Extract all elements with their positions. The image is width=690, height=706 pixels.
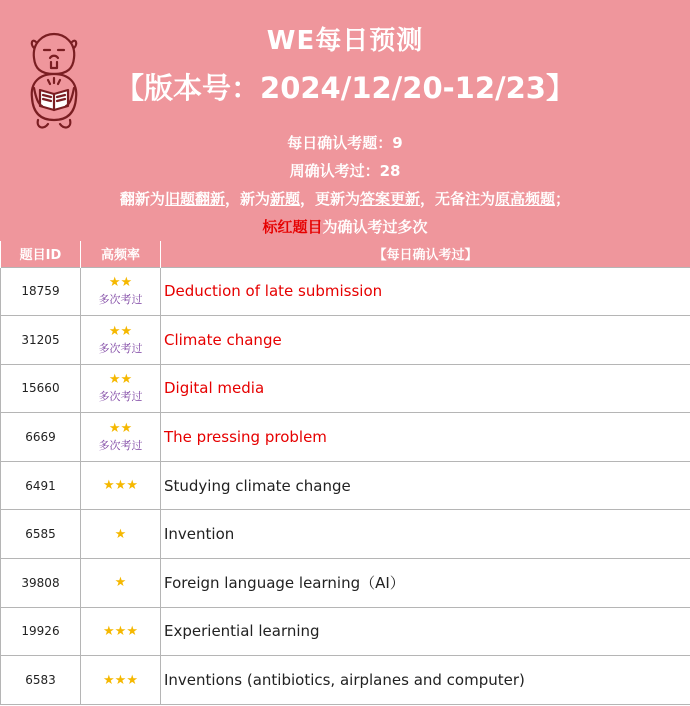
- legend-text: ，无备注为: [420, 190, 496, 208]
- question-id-cell: 19926: [1, 607, 81, 656]
- topic-cell: Foreign language learning（AI）: [161, 559, 690, 608]
- question-id-cell: 15660: [1, 364, 81, 413]
- star-rating-icon: ★: [114, 526, 127, 542]
- table-row: [1, 364, 690, 413]
- header-banner: [0, 0, 690, 241]
- table-row: [1, 607, 690, 656]
- question-id-cell: 39808: [1, 559, 81, 608]
- question-id-cell: 18759: [1, 267, 81, 316]
- star-rating-icon: ★: [114, 575, 127, 591]
- table-row: [1, 559, 690, 608]
- frequency-cell: [81, 510, 161, 559]
- frequency-cell: [81, 656, 161, 705]
- star-rating-icon: ★★: [108, 372, 133, 388]
- topic-cell: Digital media: [161, 364, 690, 413]
- prediction-table: [0, 241, 690, 705]
- column-header-frequency: 高频率: [81, 241, 161, 267]
- version-label: 【版本号：2024/12/20-12/23】: [115, 71, 575, 105]
- question-id-cell: 6585: [1, 510, 81, 559]
- topic-cell: Experiential learning: [161, 607, 690, 656]
- multiple-times-note: 多次考过: [98, 439, 143, 453]
- frequency-cell: [81, 461, 161, 510]
- frequency-cell: [81, 607, 161, 656]
- frequency-cell: [81, 267, 161, 316]
- topic-cell: Deduction of late submission: [161, 267, 690, 316]
- legend-old-renew: 旧题翻新: [164, 190, 225, 208]
- multiple-times-note: 多次考过: [98, 293, 143, 307]
- column-header-id: 题目ID: [1, 241, 81, 267]
- topic-cell: Climate change: [161, 316, 690, 365]
- star-rating-icon: ★★★: [103, 672, 138, 688]
- question-id-cell: 31205: [1, 316, 81, 365]
- legend-text: ；: [555, 190, 571, 208]
- table-row: [1, 267, 690, 316]
- topic-cell: Inventions (antibiotics, airplanes and computer): [161, 656, 690, 705]
- star-rating-icon: ★★: [108, 275, 133, 291]
- star-rating-icon: ★★★: [103, 478, 138, 494]
- table-row: [1, 413, 690, 462]
- table-header-row: [1, 241, 690, 267]
- legend-answer-update: 答案更新: [360, 190, 421, 208]
- question-id-cell: 6583: [1, 656, 81, 705]
- weekly-confirmed-count: 周确认考过：28: [289, 162, 401, 180]
- topic-cell: The pressing problem: [161, 413, 690, 462]
- question-id-cell: 6491: [1, 461, 81, 510]
- column-header-topic: 【每日确认考过】: [161, 241, 690, 267]
- star-rating-icon: ★★: [108, 421, 133, 437]
- legend-text: 翻新为: [119, 190, 165, 208]
- multiple-times-note: 多次考过: [98, 341, 143, 355]
- table-body: [1, 267, 690, 704]
- daily-confirmed-count: 每日确认考题：9: [287, 134, 403, 152]
- legend-high-freq: 原高频题: [495, 190, 556, 208]
- frequency-cell: [81, 316, 161, 365]
- table-row: [1, 510, 690, 559]
- legend-red-line: [0, 216, 690, 237]
- legend-line: [0, 188, 690, 209]
- page-title: WE每日预测: [266, 26, 424, 56]
- frequency-cell: [81, 559, 161, 608]
- table-row: [1, 656, 690, 705]
- legend-red-desc: 为确认考过多次: [322, 218, 428, 236]
- table-row: [1, 316, 690, 365]
- star-rating-icon: ★★★: [103, 623, 138, 639]
- multiple-times-note: 多次考过: [98, 390, 143, 404]
- frequency-cell: [81, 413, 161, 462]
- legend-text: ，更新为: [299, 190, 360, 208]
- legend-red-label: 标红题目: [262, 218, 323, 236]
- legend-new: 新题: [269, 190, 300, 208]
- topic-cell: Studying climate change: [161, 461, 690, 510]
- question-id-cell: 6669: [1, 413, 81, 462]
- star-rating-icon: ★★: [108, 323, 133, 339]
- table-row: [1, 461, 690, 510]
- topic-cell: Invention: [161, 510, 690, 559]
- legend-text: ，新为: [224, 190, 270, 208]
- frequency-cell: [81, 364, 161, 413]
